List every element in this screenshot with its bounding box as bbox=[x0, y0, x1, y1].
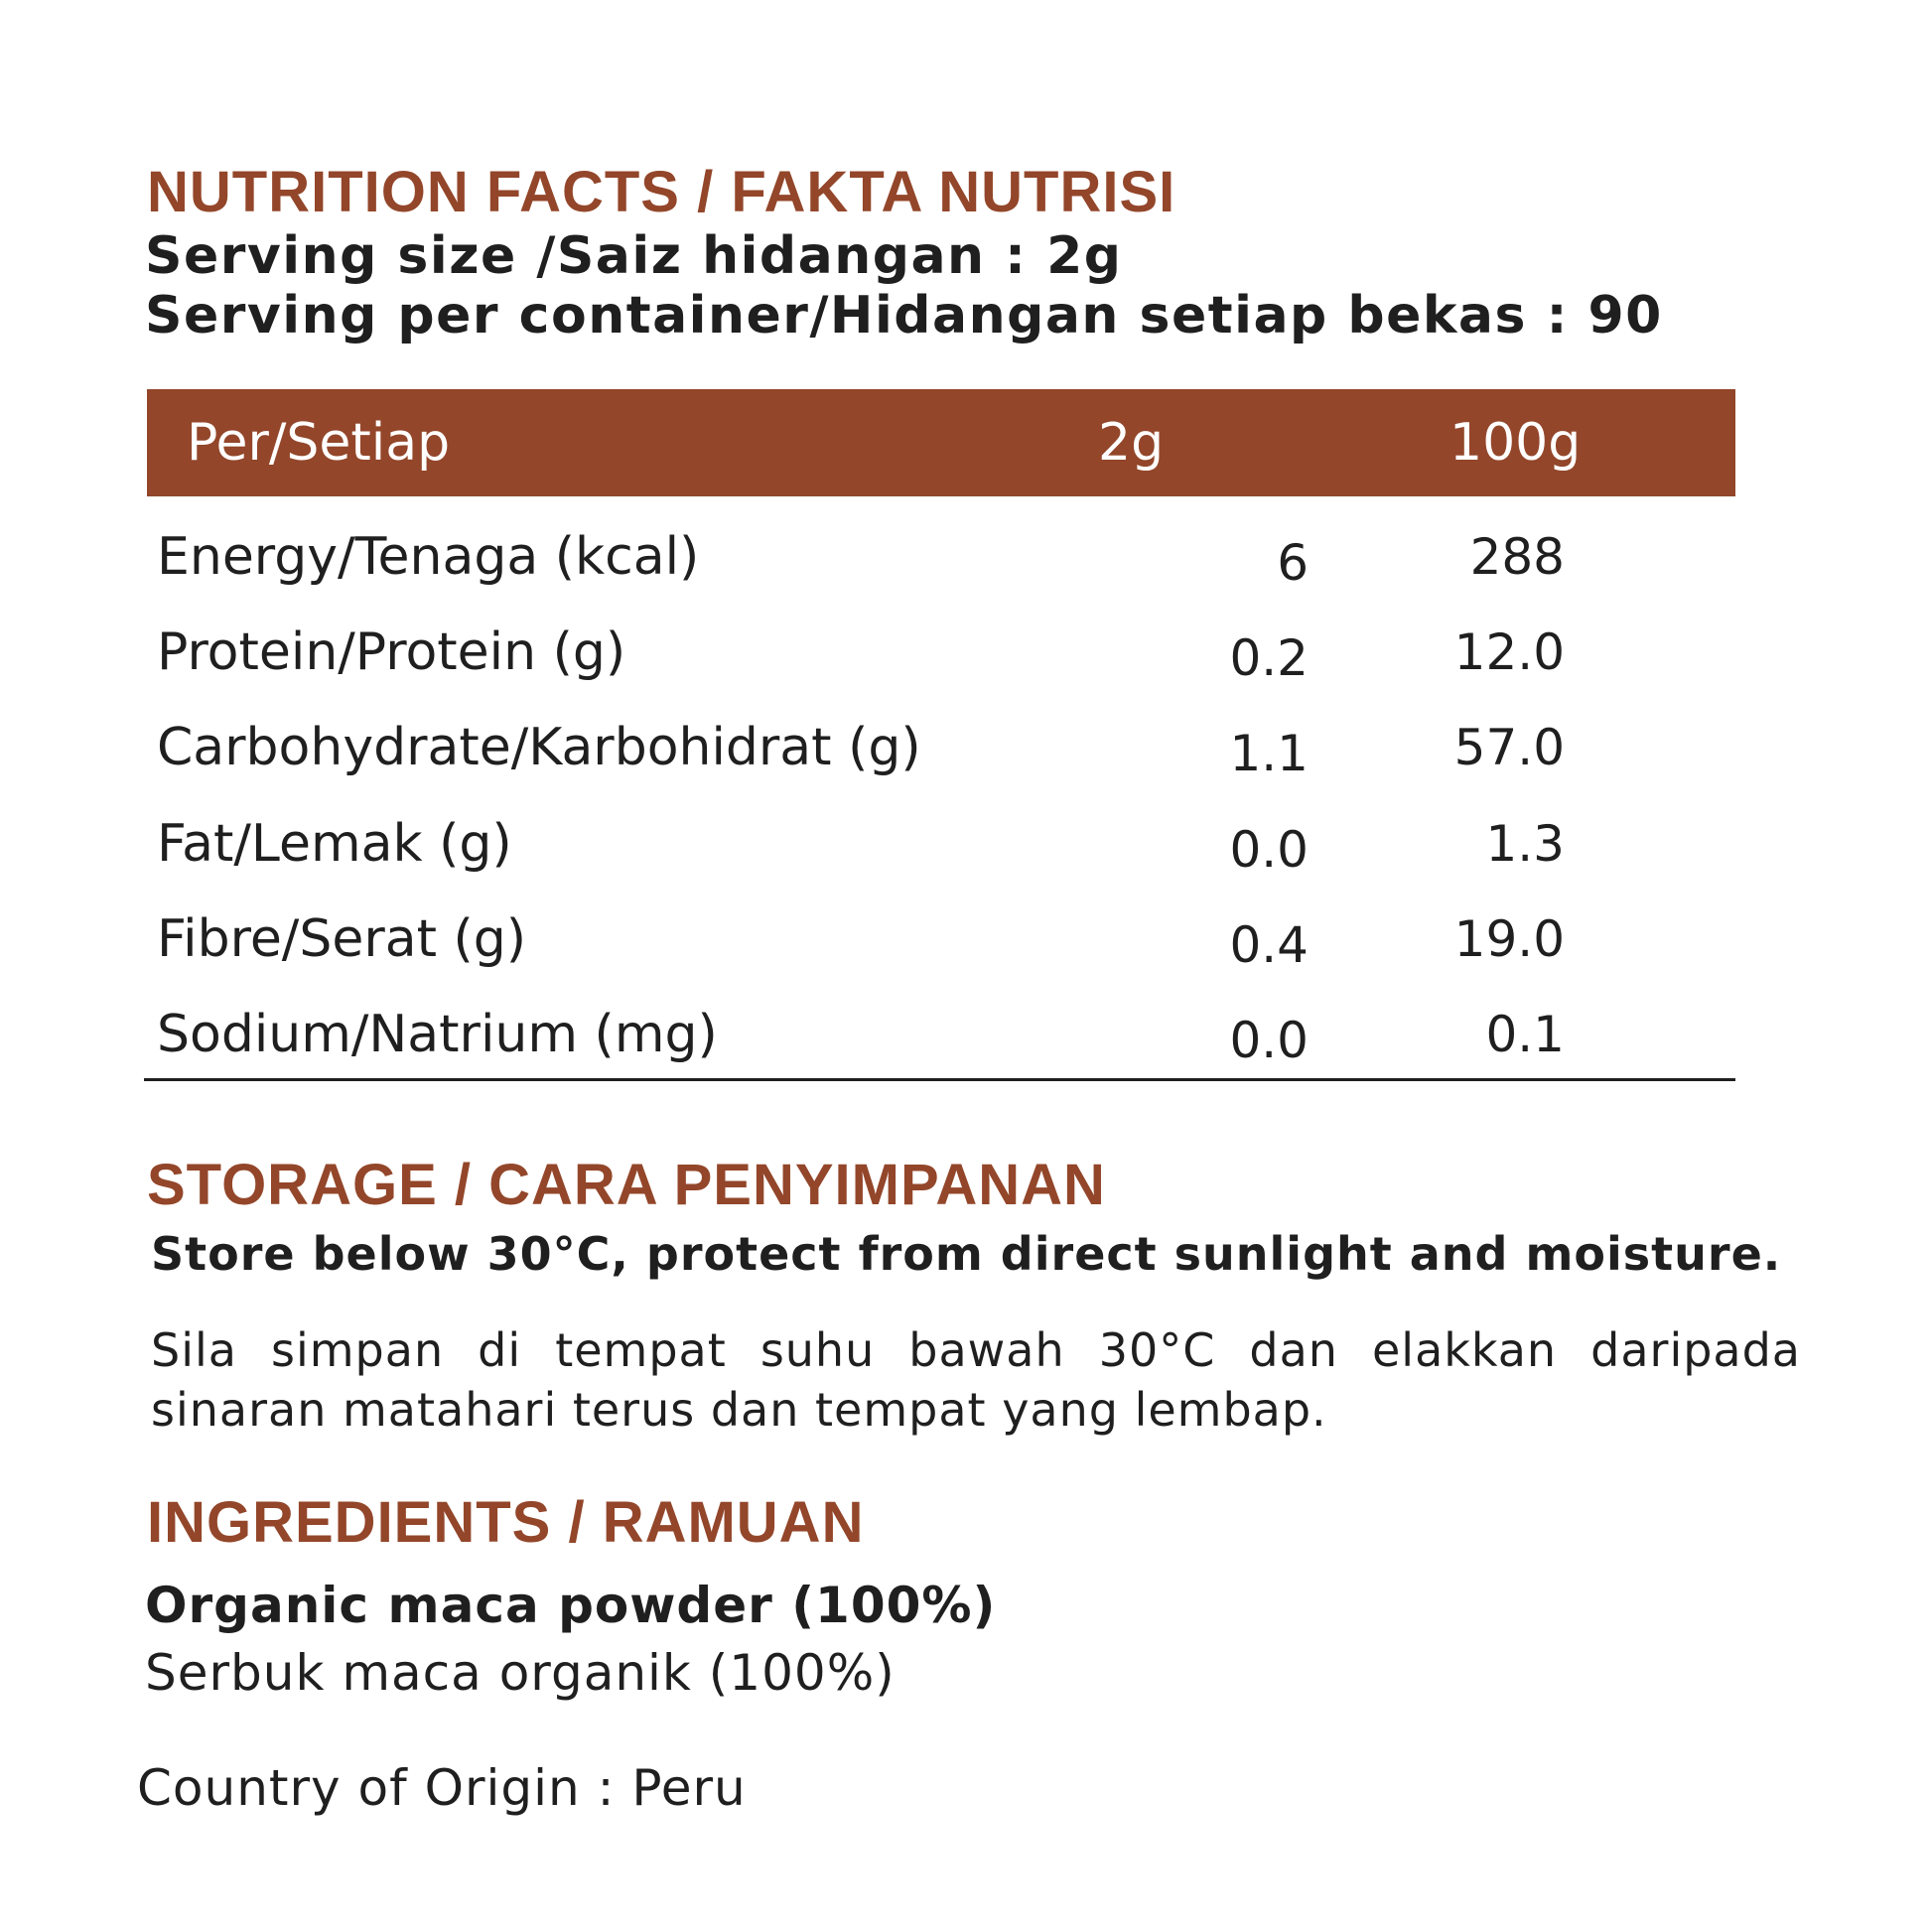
row-value-per-100g: 288 bbox=[1469, 528, 1565, 586]
column-header-100g: 100g bbox=[1449, 413, 1582, 473]
nutrition-title: NUTRITION FACTS / FAKTA NUTRISI bbox=[147, 160, 1176, 224]
row-value-per-100g: 19.0 bbox=[1453, 910, 1565, 968]
table-bottom-rule bbox=[144, 1078, 1735, 1081]
nutrition-row-fibre bbox=[147, 895, 1735, 984]
nutrition-row-energy bbox=[147, 512, 1735, 602]
row-label: Carbohydrate/Karbohidrat (g) bbox=[157, 718, 921, 777]
row-value-per-serving: 0.2 bbox=[1229, 629, 1309, 687]
row-label: Protein/Protein (g) bbox=[157, 622, 626, 682]
row-value-per-serving: 0.0 bbox=[1229, 1012, 1309, 1069]
storage-title: STORAGE / CARA PENYIMPANAN bbox=[147, 1153, 1106, 1217]
ingredients-text-en: Organic maca powder (100%) bbox=[145, 1577, 997, 1634]
nutrition-table-header bbox=[147, 389, 1735, 496]
country-of-origin: Country of Origin : Peru bbox=[137, 1759, 747, 1817]
row-value-per-100g: 0.1 bbox=[1485, 1006, 1565, 1063]
row-value-per-serving: 1.1 bbox=[1229, 725, 1309, 782]
row-value-per-serving: 0.0 bbox=[1229, 821, 1309, 879]
row-value-per-serving: 6 bbox=[1277, 534, 1309, 592]
column-header-2g: 2g bbox=[1098, 413, 1165, 473]
row-value-per-100g: 57.0 bbox=[1453, 719, 1565, 776]
nutrition-row-carbohydrate bbox=[147, 703, 1735, 792]
storage-text-en: Store below 30°C, protect from direct sunlight and moisture. bbox=[151, 1227, 1782, 1281]
servings-per-container: Serving per container/Hidangan setiap bekas : 90 bbox=[145, 286, 1663, 345]
row-value-per-serving: 0.4 bbox=[1229, 916, 1309, 974]
row-value-per-100g: 1.3 bbox=[1485, 815, 1565, 873]
nutrition-row-fat bbox=[147, 799, 1735, 889]
row-label: Sodium/Natrium (mg) bbox=[157, 1005, 718, 1064]
storage-text-my: Sila simpan di tempat suhu bawah 30°C dan elakkan daripada sinaran matahari terus dan tempat yang lembap. bbox=[151, 1323, 1801, 1437]
row-label: Fibre/Serat (g) bbox=[157, 909, 527, 969]
row-value-per-100g: 12.0 bbox=[1453, 623, 1565, 681]
column-header-per: Per/Setiap bbox=[187, 413, 451, 473]
row-label: Energy/Tenaga (kcal) bbox=[157, 527, 700, 587]
ingredients-title: INGREDIENTS / RAMUAN bbox=[147, 1490, 865, 1555]
serving-size: Serving size /Saiz hidangan : 2g bbox=[145, 226, 1123, 286]
nutrition-row-protein bbox=[147, 608, 1735, 697]
nutrition-row-sodium bbox=[147, 990, 1735, 1079]
ingredients-text-my: Serbuk maca organik (100%) bbox=[145, 1644, 896, 1702]
row-label: Fat/Lemak (g) bbox=[157, 814, 512, 874]
